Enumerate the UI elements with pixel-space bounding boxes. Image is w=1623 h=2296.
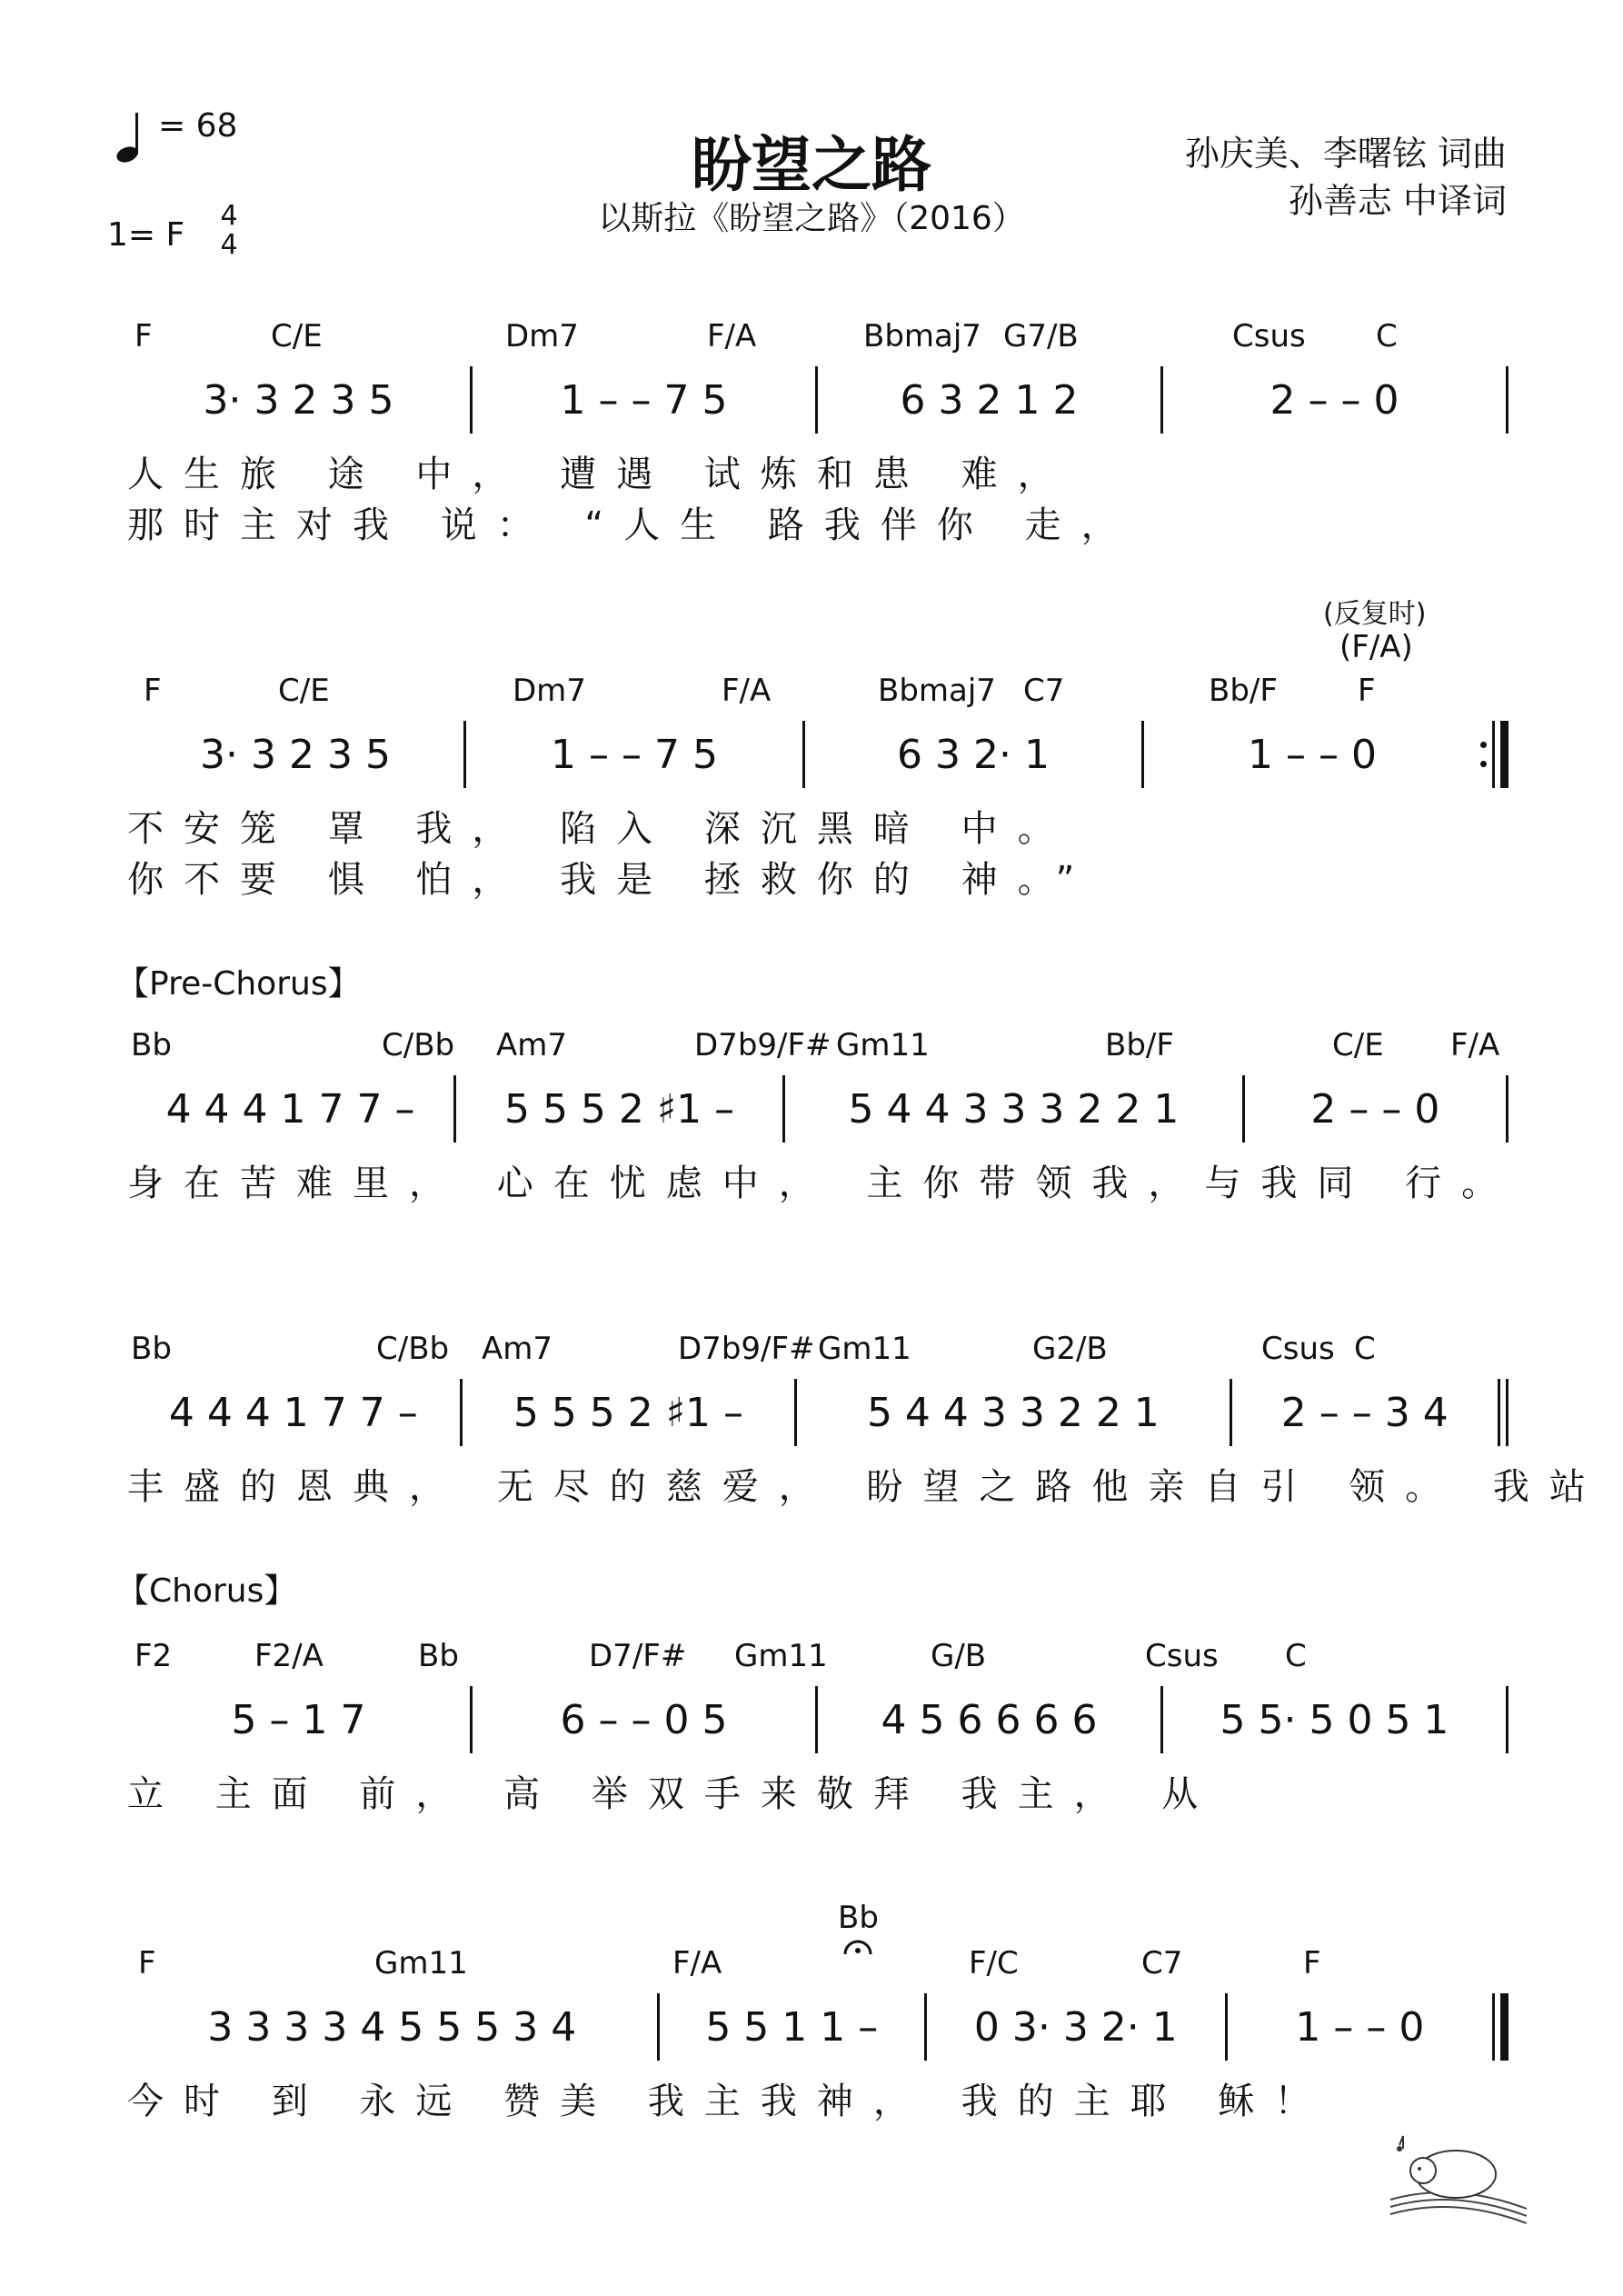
chord: F/A (672, 1945, 722, 1982)
chord: C (1354, 1331, 1376, 1367)
chord: Bb (418, 1638, 459, 1674)
chord: F/A (1450, 1027, 1500, 1063)
chord: C/E (278, 673, 330, 709)
measure: 2 – – 0 (1310, 1085, 1440, 1133)
bar-line (1506, 366, 1508, 434)
notation-line (127, 1376, 1508, 1449)
repeat-chord: (F/A) (1339, 629, 1413, 665)
double-barline (1498, 1379, 1508, 1446)
chord: G2/B (1032, 1331, 1108, 1367)
chord: Bbmaj7 (863, 318, 981, 354)
lyric-line: 丰盛的恩典， 无尽的慈爱， 盼望之路他亲自引 领。 我站 (127, 1466, 1606, 1508)
chord: D7/F# (589, 1638, 687, 1674)
credit-composer: 孙庆美、李曙铉 词曲 (1184, 134, 1507, 174)
measure: 3· 3 2 3 5 (200, 731, 391, 778)
chord: Csus (1232, 318, 1306, 354)
chord: C/Bb (376, 1331, 450, 1367)
lyric-line: 立 主面 前， 高 举双手来敬拜 我主， 从 (127, 1773, 1219, 1815)
chord: F (1358, 673, 1376, 709)
lyric-verse-1: 不安笼 罩 我， 陷入 深沉黑暗 中。 (127, 808, 1074, 850)
chord: F2/A (254, 1638, 324, 1674)
chord: F (138, 1945, 156, 1982)
measure: 2 – – 3 4 (1280, 1389, 1449, 1436)
lyric-line: 今时 到 永远 赞美 我主我神， 我的主耶 稣！ (127, 2081, 1331, 2122)
song-title: 盼望之路 (692, 130, 931, 200)
chord: Gm11 (818, 1331, 911, 1367)
lyric-line: 身在苦难里， 心在忧虑中， 主你带领我，与我同 行。 (127, 1163, 1518, 1204)
chord: D7b9/F# (694, 1027, 831, 1063)
repeat-end-barline (1480, 721, 1508, 788)
chord: F2 (134, 1638, 173, 1674)
chord: Am7 (496, 1027, 568, 1063)
lyric-verse-2: 那时主对我 说： “人生 路我伴你 走， (127, 504, 1138, 546)
chord: C (1285, 1638, 1307, 1674)
chord: Csus (1261, 1331, 1335, 1367)
chord: C7 (1023, 673, 1065, 709)
lyric-verse-1: 人生旅 途 中， 遭遇 试炼和患 难， (127, 454, 1074, 495)
measure: 5 5 5 2 ♯1 – (513, 1389, 744, 1436)
measure: 3 3 3 3 4 5 5 5 3 4 (207, 2003, 577, 2051)
chord: Bb (131, 1027, 172, 1063)
measure: 5 5 1 1 – (705, 2003, 879, 2051)
measure: 5 – 1 7 (231, 1696, 366, 1743)
measure: 1 – – 7 5 (551, 731, 718, 778)
sheep-logo-icon (1381, 2127, 1536, 2227)
measure: 1 – – 7 5 (560, 376, 728, 424)
chord: Gm11 (734, 1638, 828, 1674)
chord: C/E (1332, 1027, 1384, 1063)
measure: 5 4 4 3 3 3 2 2 1 (848, 1085, 1180, 1133)
chord: G/B (931, 1638, 987, 1674)
chord: Bb (131, 1331, 172, 1367)
song-subtitle: 以斯拉《盼望之路》（2016） (598, 200, 1025, 237)
measure: 4 4 4 1 7 7 – (165, 1085, 415, 1133)
credit-translator: 孙善志 中译词 (1288, 181, 1507, 221)
measure: 6 – – 0 5 (560, 1696, 728, 1743)
chord: F/A (707, 318, 757, 354)
chord: F (144, 673, 162, 709)
chord: Csus (1145, 1638, 1219, 1674)
chord: F (1303, 1945, 1321, 1982)
bar-line (1506, 1075, 1508, 1143)
chord: C/Bb (382, 1027, 455, 1063)
bar-line (1506, 1686, 1508, 1753)
measure: 4 5 6 6 6 6 (881, 1696, 1098, 1743)
time-signature-bottom: 4 (220, 229, 238, 261)
final-barline (1492, 1993, 1508, 2061)
key-signature: 1= F (107, 216, 185, 254)
chord: F/A (722, 673, 772, 709)
measure: 6 3 2 1 2 (900, 376, 1079, 424)
section-label-pre-chorus: 【Pre-Chorus】 (116, 965, 361, 1003)
notation-line (127, 364, 1508, 436)
measure: 0 3· 3 2· 1 (973, 2003, 1178, 2051)
chord: Gm11 (374, 1945, 468, 1982)
chord: D7b9/F# (678, 1331, 815, 1367)
chord: Bb (838, 1900, 879, 1936)
chord: G7/B (1003, 318, 1079, 354)
tempo-marking: = 68 (158, 107, 238, 145)
measure: 1 – – 0 (1248, 731, 1377, 778)
chord: Bb/F (1105, 1027, 1174, 1063)
measure: 5 5· 5 0 5 1 (1220, 1696, 1449, 1743)
notation-line (127, 1991, 1508, 2063)
section-label-chorus: 【Chorus】 (116, 1572, 297, 1610)
fermata-icon (843, 1936, 872, 1956)
chord: Dm7 (513, 673, 586, 709)
notation-line (127, 1073, 1508, 1145)
chord: C (1376, 318, 1398, 354)
measure: 1 – – 0 (1295, 2003, 1425, 2051)
measure: 5 4 4 3 3 2 2 1 (866, 1389, 1160, 1436)
notation-line (127, 718, 1508, 791)
chord: Gm11 (836, 1027, 930, 1063)
chord: C7 (1141, 1945, 1183, 1982)
measure: 3· 3 2 3 5 (203, 376, 394, 424)
chord: Dm7 (505, 318, 579, 354)
lyric-verse-2: 你不要 惧 怕， 我是 拯救你的 神。” (127, 859, 1095, 901)
chord: C/E (271, 318, 323, 354)
notation-line (127, 1683, 1508, 1756)
measure: 6 3 2· 1 (897, 731, 1050, 778)
measure: 2 – – 0 (1270, 376, 1399, 424)
measure: 4 4 4 1 7 7 – (168, 1389, 418, 1436)
time-signature-top: 4 (220, 200, 238, 232)
chord: Bb/F (1209, 673, 1278, 709)
chord: Bbmaj7 (878, 673, 996, 709)
chord: Am7 (482, 1331, 553, 1367)
chord: F (134, 318, 153, 354)
repeat-label: (反复时) (1323, 598, 1427, 630)
measure: 5 5 5 2 ♯1 – (503, 1085, 735, 1133)
chord: F/C (969, 1945, 1019, 1982)
